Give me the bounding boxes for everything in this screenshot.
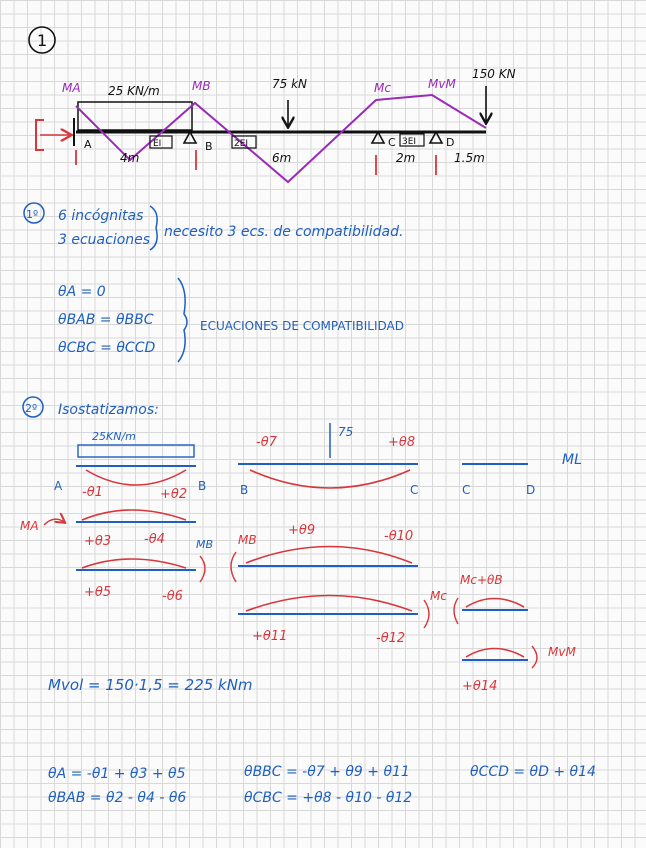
s2-label-a: A bbox=[54, 479, 63, 493]
rot-t3: +θ3 bbox=[84, 534, 112, 549]
compat-eq-2: θBAB = θBBC bbox=[58, 312, 154, 328]
support-label-d: D bbox=[446, 136, 455, 149]
tip-load-label: 150 KN bbox=[472, 67, 516, 81]
s2-moment-ma: MA bbox=[20, 519, 39, 533]
support-label-a: A bbox=[84, 138, 92, 151]
distributed-load-label: 25 KN/m bbox=[108, 84, 160, 98]
stiffness-ab: EI bbox=[153, 139, 162, 149]
s2-load-point: 75 bbox=[338, 425, 354, 439]
final-equations bbox=[48, 764, 596, 806]
rot-t11: +θ11 bbox=[252, 629, 288, 644]
step2-title: Isostatizamos: bbox=[58, 402, 159, 418]
s2-moment-mc-tb: Mc+θB bbox=[460, 573, 503, 587]
rot-t1: -θ1 bbox=[82, 485, 103, 500]
s2-moment-mc1: Mc bbox=[430, 589, 447, 603]
support-label-c: C bbox=[388, 136, 396, 149]
span-cd: 2m bbox=[396, 151, 416, 165]
final-eq-tccd: θCCD = θD + θ14 bbox=[470, 764, 596, 780]
s2-moment-mvol: MvM bbox=[548, 645, 576, 659]
rot-t7: -θ7 bbox=[256, 435, 277, 450]
compat-eq-3: θCBC = θCCD bbox=[58, 340, 156, 356]
s2-label-b1: B bbox=[198, 479, 207, 493]
rot-t6: -θ6 bbox=[162, 589, 183, 604]
moment-label-mvol: MvM bbox=[428, 77, 456, 91]
stiffness-cd: 3EI bbox=[402, 137, 417, 147]
support-d-icon bbox=[430, 132, 442, 143]
compat-label: ECUACIONES DE COMPATIBILIDAD bbox=[200, 319, 404, 333]
final-eq-tbbc: θBBC = -θ7 + θ9 + θ11 bbox=[244, 764, 410, 780]
step2-marker: 2º bbox=[25, 402, 38, 415]
s2-ml-label: ML bbox=[562, 452, 582, 468]
mvol-equation: Mvol = 150·1,5 = 225 kNm bbox=[48, 676, 253, 694]
final-eq-tcbc: θCBC = +θ8 - θ10 - θ12 bbox=[244, 790, 413, 806]
s2-label-c1: C bbox=[410, 483, 419, 497]
s2-label-d: D bbox=[526, 483, 536, 497]
s2-label-c2: C bbox=[462, 483, 471, 497]
s2-moment-mb1: MB bbox=[196, 538, 214, 551]
step2-section bbox=[20, 397, 582, 694]
step1-line2: 3 ecuaciones bbox=[58, 232, 151, 248]
step1-brace bbox=[150, 206, 157, 250]
svg-text:1: 1 bbox=[37, 31, 48, 50]
step1-eq-brace bbox=[178, 278, 187, 362]
final-eq-tbab: θBAB = θ2 - θ4 - θ6 bbox=[48, 790, 187, 806]
rot-t5: +θ5 bbox=[84, 585, 112, 600]
rot-t8: +θ8 bbox=[388, 435, 416, 450]
s2-load-distributed: 25KN/m bbox=[92, 430, 136, 443]
step1-marker: 1º bbox=[26, 208, 39, 221]
final-eq-ta: θA = -θ1 + θ3 + θ5 bbox=[48, 766, 186, 782]
s2-label-b2: B bbox=[240, 483, 249, 497]
rot-t10: -θ10 bbox=[384, 529, 414, 544]
beam-diagram bbox=[36, 67, 516, 182]
moment-label-ma: MA bbox=[62, 81, 81, 95]
rot-t9: +θ9 bbox=[288, 523, 316, 538]
span-ab: 4m bbox=[120, 151, 140, 165]
rot-t12: -θ12 bbox=[376, 631, 406, 646]
rot-t4: -θ4 bbox=[144, 532, 165, 547]
s2-moment-mb2: MB bbox=[238, 533, 257, 547]
stiffness-bc: 2EI bbox=[234, 139, 249, 149]
span-bc: 6m bbox=[272, 151, 292, 165]
moment-label-mc: Mc bbox=[374, 81, 391, 95]
rot-t14: +θ14 bbox=[462, 679, 498, 694]
support-b-icon bbox=[184, 132, 196, 143]
step1-conclusion: necesito 3 ecs. de compatibilidad. bbox=[164, 224, 404, 240]
support-label-b: B bbox=[205, 140, 213, 153]
point-load-label: 75 kN bbox=[272, 77, 308, 91]
support-c-icon bbox=[372, 132, 384, 143]
problem-number bbox=[29, 27, 55, 53]
compat-eq-1: θA = 0 bbox=[58, 284, 106, 300]
rot-t2: +θ2 bbox=[160, 487, 188, 502]
step1-line1: 6 incógnitas bbox=[58, 208, 144, 224]
step1-section bbox=[24, 203, 404, 362]
span-cantilever: 1.5m bbox=[454, 151, 485, 165]
moment-label-mb: MB bbox=[192, 79, 211, 93]
